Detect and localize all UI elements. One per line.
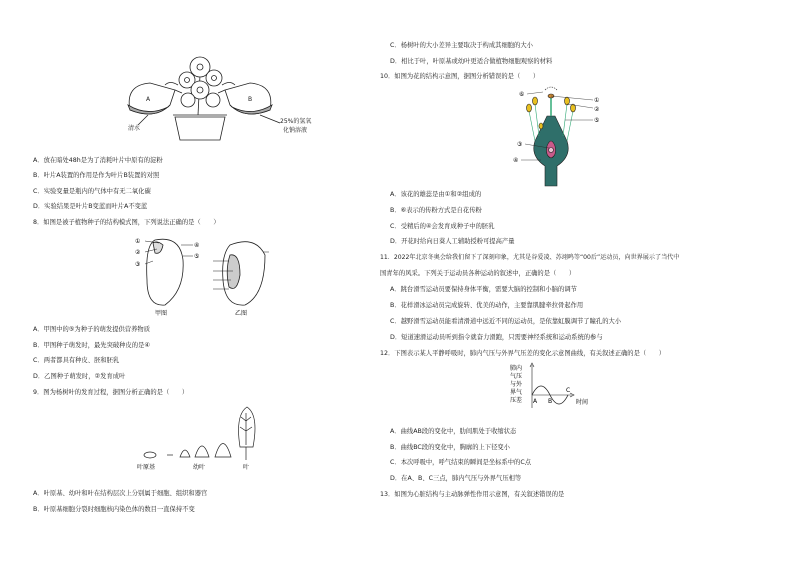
q7-option-b: B．叶片A装置的作用是作为叶片B装置的对照 (33, 172, 160, 179)
label-water: 清水 (128, 125, 141, 132)
seed-label-2: ② (135, 249, 141, 256)
flower-label-6: ⑥ (519, 91, 525, 98)
q10-stem: 10．如图为花的结构示意图，据图分析错误的是（ ） (380, 73, 540, 80)
seed-label-4: ④ (194, 242, 200, 249)
q9-option-d: D．相比于叶，叶原基或幼叶更适合做植物细胞观察的材料 (390, 58, 553, 65)
bottle-a-label: A (146, 96, 151, 103)
q11-option-a: A．跳台滑雪运动员要保持身体平衡，需要大脑的控制和小脑的调节 (390, 286, 577, 293)
q8-option-a: A．甲图中的⑤为种子的萌发提供营养物质 (33, 326, 150, 333)
q10-option-d: D．开花时给向日葵人工辅助授粉可提高产量 (390, 238, 515, 245)
flower-label-3: ③ (517, 141, 523, 148)
caption-leaf-primordium: 叶原基 (137, 464, 156, 471)
flower-label-4: ④ (513, 157, 519, 164)
q12-option-b: B．曲线BC段的变化中，胸廓的上下径变小 (390, 444, 510, 451)
q8-stem: 8．如图是被子植物种子的结构模式图，下列说法正确的是（ ） (33, 219, 220, 226)
q9-stem: 9．图为杨树叶的发育过程，据图分析正确的是（ ） (33, 389, 189, 396)
flower-label-1: ① (594, 97, 600, 104)
y-label-2: 气压 (510, 373, 523, 380)
y-label-4: 界气 (510, 389, 523, 396)
point-a-label: A (533, 398, 538, 405)
q11-stem-line2: 国青年的风采。下列关于运动员各种运动的叙述中，正确的是（ ） (380, 270, 576, 277)
y-label-1: 肺内 (510, 365, 523, 372)
seed-label-3: ③ (135, 261, 141, 268)
seed-structure-figure (125, 235, 275, 315)
q13-stem: 13．如图为心脏结构与主动脉弹性作用示意图，有关叙述错误的是 (380, 491, 565, 498)
q12-option-a: A．曲线AB段的变化中，肋间肌处于收缩状态 (390, 428, 517, 435)
seed-label-1: ① (135, 238, 141, 245)
q10-option-c: C．受精后的④会发育成种子中的胚乳 (390, 223, 495, 230)
q11-option-c: C．越野滑雪运动员能看清滑道中远近不同的运动员，是依靠虹膜调节了瞳孔的大小 (390, 318, 622, 325)
flower-label-5: ⑤ (594, 117, 600, 124)
flower-structure-figure (505, 86, 615, 191)
point-c-label: C (566, 387, 571, 394)
q8-option-b: B．甲图种子萌发时，最先突破种皮的是④ (33, 342, 151, 349)
caption-yi: 乙图 (235, 310, 248, 317)
caption-jia: 甲图 (155, 310, 168, 317)
plant-experiment-figure (120, 45, 320, 145)
q7-option-a: A．放在暗处48h是为了消耗叶片中原有的淀粉 (33, 157, 163, 164)
q9-option-b: B．叶原基细胞分裂时细胞核内染色体的数目一直保持不变 (33, 506, 195, 513)
pressure-graph-figure (510, 363, 610, 413)
q8-option-d: D．乙图种子萌发时，②发育成叶 (33, 373, 126, 380)
label-naoh-1: 25%的氢氧 (280, 118, 312, 125)
label-naoh-2: 化钠溶液 (283, 127, 308, 134)
point-b-label: B (548, 398, 553, 405)
caption-leaf: 叶 (243, 464, 250, 471)
q12-option-d: D．在A、B、C三点，肺内气压与外界气压相等 (390, 475, 522, 482)
x-axis-label: 时间 (576, 399, 589, 406)
q11-option-b: B．花样滑冰运动员完成旋转、优美的动作，主要靠肌腱牵拉骨起作用 (390, 302, 584, 309)
q7-option-c: C．实验变量是瓶内的气体中有无二氧化碳 (33, 188, 151, 195)
y-label-5: 压差 (510, 397, 523, 404)
q11-stem-line1: 11．2022年北京冬奥会给我们留下了深刻印象，尤其是谷爱凌、苏翊鸣等“00后”运动员，向世界展示了当代中 (380, 254, 680, 261)
q10-option-a: A．该花的雄蕊是由①和②组成的 (390, 191, 482, 198)
q12-stem: 12．下图表示某人平静呼吸时，肺内气压与外界气压差的变化示意图曲线，有关叙述正确的是（ ） (380, 350, 666, 357)
leaf-development-figure (135, 405, 285, 475)
q7-option-d: D．实验结果是叶片B变蓝而叶片A不变蓝 (33, 203, 148, 210)
bottle-b-label: B (248, 96, 253, 103)
flower-label-2: ② (594, 106, 600, 113)
q10-option-b: B．⑥表示的传粉方式是自花传粉 (390, 207, 482, 214)
q12-option-c: C．本次呼吸中，呼气结束的瞬间是坐标系中的C点 (390, 459, 532, 466)
y-label-3: 与外 (510, 381, 523, 388)
q9-option-a: A．叶原基、幼叶和叶在结构层次上分别属于细胞、组织和器官 (33, 490, 208, 497)
q9-option-c: C．杨树叶的大小差异主要取决于构成其细胞的大小 (390, 42, 533, 49)
q11-option-d: D．短道速滑运动员听到指令就奋力滑跑，只需要神经系统和运动系统的参与 (390, 334, 603, 341)
caption-young-leaf: 幼叶 (193, 464, 206, 471)
seed-label-5: ⑤ (194, 253, 200, 260)
q8-option-c: C．两者都具有种皮、胚和胚乳 (33, 357, 120, 364)
